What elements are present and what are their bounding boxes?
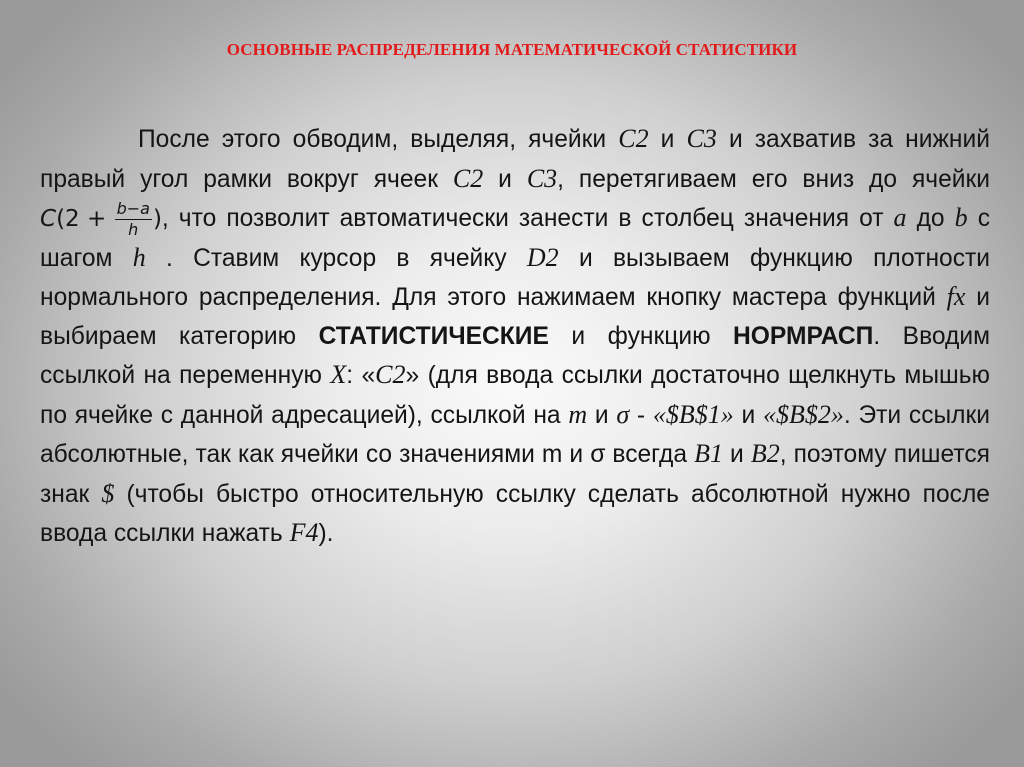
body-text: , что позволит автоматически занести в столбец значения от [161, 205, 894, 232]
body-text: ). [318, 520, 334, 547]
formula-close: ) [152, 206, 162, 232]
cell-ref-c2: С2 [452, 163, 484, 193]
cell-ref-b1: B1 [694, 439, 723, 468]
body-text: : « [346, 362, 376, 389]
cell-ref-c3: С3 [686, 124, 717, 153]
function-wizard-fx: fx [946, 282, 966, 311]
body-text: После этого обводим, выделяя, ячейки [138, 126, 619, 153]
body-text: и функцию [548, 322, 734, 350]
variable-b: b [954, 203, 968, 232]
body-text: и вызываем функцию плотности нормального распределения. Для этого нажимаем кнопку мастера функций [40, 244, 990, 311]
key-f4: F4 [289, 518, 319, 547]
absolute-ref-b1: «$B$1» [652, 399, 734, 429]
body-text: и [733, 401, 763, 429]
body-text: и [648, 126, 687, 153]
category-name: СТАТИСТИЧЕСКИЕ [318, 322, 549, 350]
function-name: НОРМРАСП [733, 322, 874, 350]
body-text: и выбираем категорию [40, 284, 990, 350]
absolute-ref-b2: «$B$2» [763, 399, 844, 429]
slide-title: ОСНОВНЫЕ РАСПРЕДЕЛЕНИЯ МАТЕМАТИЧЕСКОЙ СТАТИСТИКИ [226, 40, 798, 59]
slide-body-paragraph [40, 120, 990, 554]
dollar-sign: $ [101, 478, 115, 508]
fraction-denominator: h [128, 220, 139, 239]
variable-m: m [568, 399, 588, 429]
body-text: , поэтому пишется знак [40, 441, 991, 508]
variable-h: h [132, 242, 146, 272]
body-text: и [483, 165, 527, 193]
variable-x: Х [330, 360, 347, 389]
body-text: и захватив за нижний правый угол рамки вокруг ячеек [40, 126, 990, 193]
body-text: и [587, 401, 617, 429]
body-text: . Вводим ссылкой на переменную [40, 322, 991, 389]
body-text: . Ставим курсор в ячейку [145, 244, 527, 272]
body-text: » (для ввода ссылки достаточно щелкнуть мышью по ячейке с данной адресацией), ссылкой на [40, 362, 990, 429]
body-text: - [629, 401, 653, 429]
cell-ref-c3: С3 [526, 163, 558, 193]
body-text: (чтобы быстро относительную ссылку сделать абсолютной нужно после ввода ссылки нажать [40, 480, 990, 547]
cell-ref-d2: D2 [526, 242, 559, 272]
body-text: , перетягиваем его вниз до ячейки [557, 165, 991, 193]
cell-ref-c2: С2 [618, 124, 649, 153]
cell-formula [40, 201, 162, 238]
body-text: . Эти ссылки абсолютные, так как ячейки со значениями m и σ всегда [40, 401, 991, 468]
cell-ref-c2: С2 [375, 360, 406, 389]
formula-fraction [115, 201, 152, 238]
body-text: до [906, 205, 955, 232]
variable-a: a [893, 203, 907, 232]
body-text: и [723, 441, 751, 468]
cell-ref-b2: B2 [750, 439, 780, 468]
variable-sigma: σ [616, 399, 630, 429]
formula-open: (2 + [56, 206, 114, 232]
fraction-numerator: b−a [116, 199, 150, 218]
body-text: с шагом [40, 205, 990, 272]
formula-cell-letter: C [40, 206, 57, 232]
